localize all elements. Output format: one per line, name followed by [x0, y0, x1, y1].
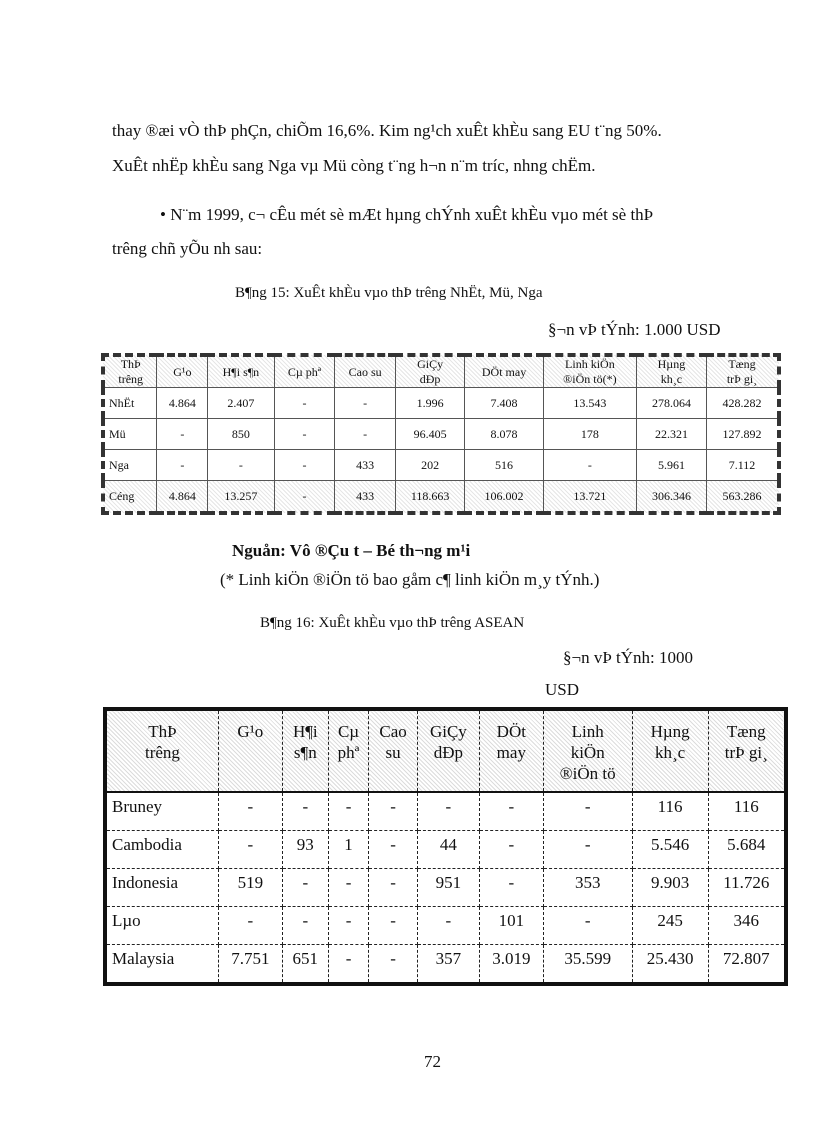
table15-header-cell — [706, 355, 779, 388]
table16-row — [106, 831, 786, 869]
table15-cell: 106.002 — [465, 481, 544, 514]
table16-cell: 5.546 — [632, 831, 708, 869]
table16-cell: 3.019 — [479, 945, 543, 984]
table16-cell: - — [479, 792, 543, 831]
table16-cell: 35.599 — [543, 945, 632, 984]
table15-cell: 4.864 — [157, 481, 208, 514]
table16-row — [106, 945, 786, 984]
table16-header-cell — [282, 710, 328, 793]
table15-header-cell — [636, 355, 706, 388]
table15-cell: - — [335, 419, 396, 450]
table16-cell: - — [282, 907, 328, 945]
table16-cell: - — [369, 907, 418, 945]
table15-cell: 96.405 — [395, 419, 464, 450]
table16-header-text: trêng — [144, 743, 180, 762]
table15-header-cell — [465, 355, 544, 388]
table16-unit: §¬n vÞ tÝnh: 1000 — [563, 648, 694, 667]
table16-cell: 116 — [708, 792, 785, 831]
table15-row — [103, 419, 779, 450]
table16-header-text: ®iÖn tö — [559, 764, 616, 783]
table16-header-text: Tæng — [726, 722, 766, 741]
table15-source: Nguån: Vô ®Çu t – Bé th¬ng m¹i — [232, 541, 471, 560]
table15-cell: 278.064 — [636, 388, 706, 419]
table15-cell: Mü — [103, 419, 157, 450]
table15-header-text: Linh kiÖn — [565, 357, 615, 371]
table15-header-text: trêng — [118, 372, 144, 386]
table15-row — [103, 481, 779, 514]
table15-cell: - — [157, 450, 208, 481]
table15-note: (* Linh kiÖn ®iÖn tö bao gåm c¶ linh kiÖn m¸y tÝnh.) — [220, 570, 600, 589]
table16-cell: 651 — [282, 945, 328, 984]
table16-cell: Lµo — [106, 907, 219, 945]
table16-header-text: ThÞ — [148, 722, 177, 741]
table15-header-cell — [208, 355, 274, 388]
table15-caption: B¶ng 15: XuÊt khÈu vµo thÞ trêng NhËt, Mü, Nga — [235, 285, 543, 301]
table16-cell: - — [218, 792, 282, 831]
table16-unit-suffix: USD — [545, 680, 580, 699]
table16-header-text: s¶n — [293, 743, 317, 762]
table16-header-cell — [417, 710, 479, 793]
table16-row — [106, 869, 786, 907]
table16-header-cell — [328, 710, 369, 793]
table16-cell: 9.903 — [632, 869, 708, 907]
table16-cell: - — [328, 945, 369, 984]
table16-cell: - — [282, 869, 328, 907]
table15-header-text: ThÞ — [120, 357, 141, 371]
table16-header-cell — [632, 710, 708, 793]
table15-header-row — [103, 355, 779, 388]
table16-cell: - — [282, 792, 328, 831]
table15-header-cell — [274, 355, 335, 388]
table16-header-text: su — [385, 743, 401, 762]
table16-cell: 346 — [708, 907, 785, 945]
table16-cell: - — [369, 945, 418, 984]
paragraph-line: thay ®æi vÒ thÞ phÇn, chiÕm 16,6%. Kim ng¹ch xuÊt khÈu sang EU t¨ng 50%. — [112, 121, 662, 140]
table16-header-row — [106, 710, 786, 793]
table16-header-text: dÐp — [433, 743, 463, 762]
table15-row — [103, 450, 779, 481]
table15-header-text: GiÇy — [417, 357, 444, 371]
table15-header-cell — [543, 355, 636, 388]
table16-cell: - — [369, 792, 418, 831]
table15-header-text: ®iÖn tö(*) — [563, 372, 617, 386]
table15-cell: - — [208, 450, 274, 481]
table16-cell: 245 — [632, 907, 708, 945]
table16-cell: 44 — [417, 831, 479, 869]
table16-cell: 101 — [479, 907, 543, 945]
table16-cell: - — [328, 792, 369, 831]
table16-header-text: H¶i — [292, 722, 318, 741]
table15-cell: 178 — [543, 419, 636, 450]
table16-header-text: DÖt — [496, 722, 526, 741]
table16-cell: 1 — [328, 831, 369, 869]
table15-header-text: Cao su — [348, 364, 382, 379]
table16-cell: - — [417, 792, 479, 831]
table15-cell: 428.282 — [706, 388, 779, 419]
table16-cell: 951 — [417, 869, 479, 907]
table16-cell: - — [479, 831, 543, 869]
paragraph-line: XuÊt nhËp khÈu sang Nga vµ Mü còng t¨ng h¬n n¨m tríc, nhng chËm. — [112, 156, 596, 175]
table16-cell: Indonesia — [106, 869, 219, 907]
table16-cell: 357 — [417, 945, 479, 984]
table15-cell: - — [157, 419, 208, 450]
table16-cell: - — [543, 792, 632, 831]
table16-header-text: Hµng — [650, 722, 690, 741]
table16-cell: - — [543, 907, 632, 945]
table16-header-cell — [106, 710, 219, 793]
table16-cell: - — [328, 907, 369, 945]
table16-cell: 353 — [543, 869, 632, 907]
table15-cell: - — [543, 450, 636, 481]
table15-header-text: H¶i s¶n — [222, 364, 260, 379]
table16-header-text: kh¸c — [655, 743, 686, 762]
table16-cell: - — [369, 831, 418, 869]
table15-cell: 433 — [335, 481, 396, 514]
table16-cell: 72.807 — [708, 945, 785, 984]
table16-cell: - — [543, 831, 632, 869]
table15-cell: 306.346 — [636, 481, 706, 514]
table15-header-text: trÞ gi¸ — [726, 372, 758, 386]
table15-cell: 13.257 — [208, 481, 274, 514]
table15-header-text: DÖt may — [481, 364, 527, 379]
table15-cell: 127.892 — [706, 419, 779, 450]
table15-cell: 7.408 — [465, 388, 544, 419]
table16-cell: 5.684 — [708, 831, 785, 869]
table15-cell: - — [274, 481, 335, 514]
table15-header-text: dÐp — [419, 372, 441, 386]
table16-cell: 116 — [632, 792, 708, 831]
table15-cell: Céng — [103, 481, 157, 514]
table15-header-text: G¹o — [173, 364, 192, 379]
table16-header-cell — [369, 710, 418, 793]
table16-header-text: G¹o — [237, 722, 264, 741]
table16-cell: - — [417, 907, 479, 945]
table16-cell: 7.751 — [218, 945, 282, 984]
table16-header-cell — [708, 710, 785, 793]
table16-header-text: may — [496, 743, 526, 762]
table15-cell: Nga — [103, 450, 157, 481]
table15-header-cell — [335, 355, 396, 388]
table16-header-text: GiÇy — [429, 722, 467, 741]
table16 — [104, 708, 787, 985]
table15-cell: 8.078 — [465, 419, 544, 450]
table15-cell: 850 — [208, 419, 274, 450]
table15-row — [103, 388, 779, 419]
table16-cell: Bruney — [106, 792, 219, 831]
table15-header-text: Tæng — [728, 357, 756, 371]
table16-header-text: Cao — [379, 722, 407, 741]
table15-header-cell — [395, 355, 464, 388]
table16-caption: B¶ng 16: XuÊt khÈu vµo thÞ trêng ASEAN — [260, 615, 525, 631]
table16-cell: - — [369, 869, 418, 907]
page-number: 72 — [424, 1052, 441, 1071]
table15-header-text: Hµng — [657, 357, 686, 371]
table16-cell: 519 — [218, 869, 282, 907]
table16-header-text: Linh — [571, 722, 604, 741]
table15-cell: - — [274, 450, 335, 481]
table15-cell: 202 — [395, 450, 464, 481]
table16-row — [106, 907, 786, 945]
table15-header-text: Cµ phª — [287, 364, 322, 379]
table16-cell: 25.430 — [632, 945, 708, 984]
table15-cell: 1.996 — [395, 388, 464, 419]
table16-cell: 11.726 — [708, 869, 785, 907]
table15-unit: §¬n vÞ tÝnh: 1.000 USD — [548, 320, 721, 339]
table15-cell: 5.961 — [636, 450, 706, 481]
table16-cell: Cambodia — [106, 831, 219, 869]
table16-cell: 93 — [282, 831, 328, 869]
table16-header-cell — [543, 710, 632, 793]
table15 — [101, 353, 781, 515]
table16-row — [106, 792, 786, 831]
table15-cell: 22.321 — [636, 419, 706, 450]
table16-header-text: phª — [337, 743, 360, 762]
table15-cell: 7.112 — [706, 450, 779, 481]
table15-cell: - — [274, 388, 335, 419]
table15-header-cell — [157, 355, 208, 388]
table15-header-text: kh¸c — [660, 372, 683, 386]
table16-cell: - — [479, 869, 543, 907]
table16-header-cell — [479, 710, 543, 793]
table16-header-text: Cµ — [337, 722, 360, 741]
table16-header-text: trÞ gi¸ — [724, 743, 768, 762]
table15-cell: - — [335, 388, 396, 419]
bullet-line: • N¨m 1999, c¬ cÊu mét sè mÆt hµng chÝnh xuÊt khÈu vµo mét sè thÞ — [160, 205, 654, 224]
table15-cell: 13.721 — [543, 481, 636, 514]
table15-cell: - — [274, 419, 335, 450]
table16-cell: - — [218, 907, 282, 945]
table15-cell: NhËt — [103, 388, 157, 419]
table15-cell: 2.407 — [208, 388, 274, 419]
table15-cell: 13.543 — [543, 388, 636, 419]
table15-cell: 563.286 — [706, 481, 779, 514]
table16-cell: - — [218, 831, 282, 869]
paragraph-line: trêng chñ yÕu nh sau: — [112, 239, 263, 258]
table15-cell: 4.864 — [157, 388, 208, 419]
table16-header-text: kiÖn — [570, 743, 605, 762]
table16-header-cell — [218, 710, 282, 793]
table15-cell: 433 — [335, 450, 396, 481]
table15-header-cell — [103, 355, 157, 388]
table16-cell: Malaysia — [106, 945, 219, 984]
table15-cell: 516 — [465, 450, 544, 481]
table16-cell: - — [328, 869, 369, 907]
table15-cell: 118.663 — [395, 481, 464, 514]
